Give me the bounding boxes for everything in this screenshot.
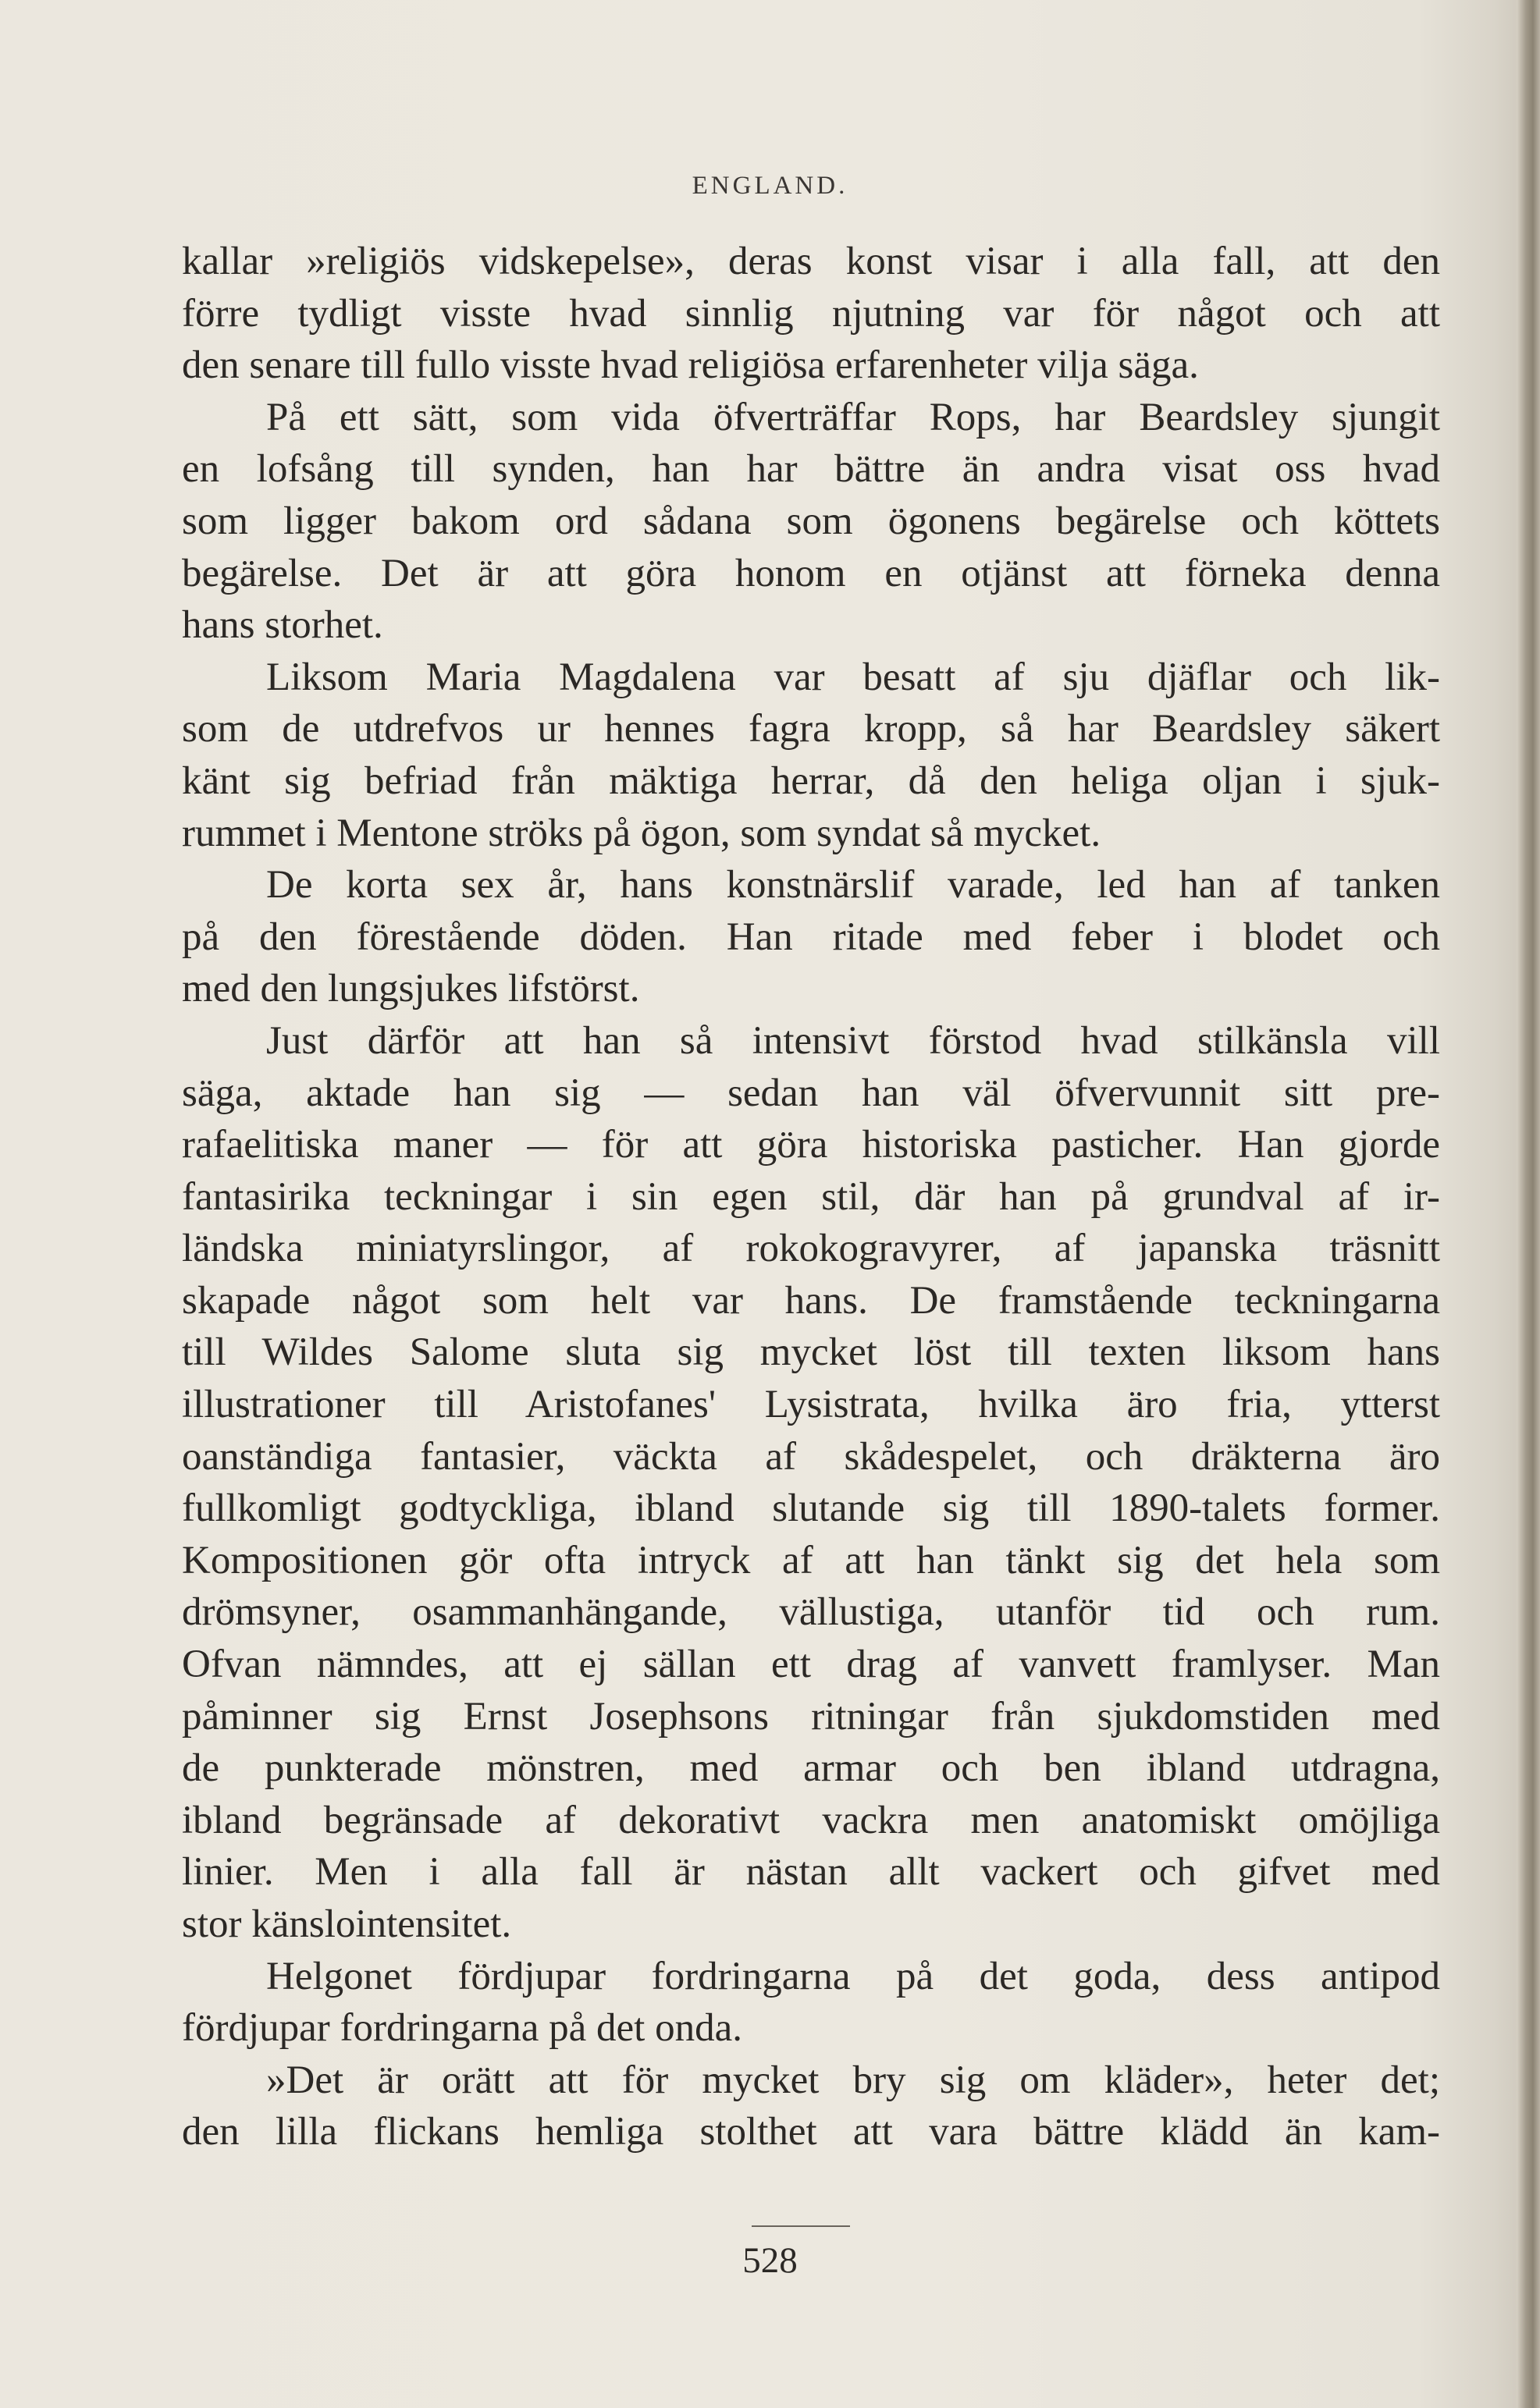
text-line: Helgonet fördjupar fordringarna på det goda, dess antipod — [266, 1954, 1440, 1998]
text-line: känt sig befriad från mäktiga herrar, då den heliga oljan i sjuk- — [182, 758, 1440, 803]
text-line: fullkomligt godtyckliga, ibland slutande sig till 1890-talets former. — [182, 1486, 1440, 1531]
text-line: »Det är orätt att för mycket bry sig om kläder», heter det; — [266, 2058, 1440, 2102]
text-line: till Wildes Salome sluta sig mycket löst till texten liksom hans — [182, 1330, 1440, 1375]
text-line: som ligger bakom ord sådana som ögonens begärelse och köttets — [182, 499, 1440, 543]
text-line: påminner sig Ernst Josephsons ritningar från sjukdomstiden med — [182, 1694, 1440, 1739]
text-line: kallar »religiös vidskepelse», deras konst visar i alla fall, att den — [182, 240, 1440, 283]
text-line: skapade något som helt var hans. De framstående teckningarna — [182, 1278, 1440, 1323]
text-line: den lilla flickans hemliga stolthet att vara bättre klädd än kam- — [182, 2110, 1440, 2154]
text-line: hans storhet. — [182, 603, 383, 648]
text-line: ibland begränsade af dekorativt vackra men anatomiskt omöjliga — [182, 1798, 1440, 1842]
text-line: den senare till fullo visste hvad religiösa erfarenheter vilja säga. — [182, 343, 1199, 388]
text-line: Just därför att han så intensivt förstod hvad stilkänsla vill — [266, 1018, 1440, 1063]
text-line: på den förestående döden. Han ritade med feber i blodet och — [182, 915, 1440, 959]
text-line: oanständiga fantasier, väckta af skådespelet, och dräkterna äro — [182, 1434, 1440, 1479]
running-header: ENGLAND. — [692, 172, 848, 200]
footer-rule — [752, 2225, 850, 2227]
text-line: illustrationer till Aristofanes' Lysistrata, hvilka äro fria, ytterst — [182, 1383, 1440, 1427]
text-line: På ett sätt, som vida öfverträffar Rops, har Beardsley sjungit — [266, 395, 1440, 439]
text-line: en lofsång till synden, han har bättre än andra visat oss hvad — [182, 447, 1440, 492]
text-line: stor känslointensitet. — [182, 1902, 512, 1946]
text-line: som de utdrefvos ur hennes fagra kropp, så har Beardsley säkert — [182, 707, 1440, 751]
text-line: Liksom Maria Magdalena var besatt af sju djäflar och lik- — [266, 655, 1440, 699]
text-line: rummet i Mentone ströks på ögon, som syndat så mycket. — [182, 811, 1101, 855]
body-text — [182, 236, 1440, 2158]
text-line: förre tydligt visste hvad sinnlig njutning var för något och att — [182, 291, 1440, 336]
text-line: rafaelitiska maner — för att göra historiska pasticher. Han gjorde — [182, 1123, 1440, 1167]
text-line: drömsyner, osammanhängande, vällustiga, utanför tid och rum. — [182, 1590, 1440, 1635]
text-line: Ofvan nämndes, att ej sällan ett drag af vanvett framlyser. Man — [182, 1643, 1440, 1687]
text-line: Kompositionen gör ofta intryck af att han tänkt sig det hela som — [182, 1538, 1440, 1582]
text-line: fantasirika teckningar i sin egen stil, där han på grundval af ir- — [182, 1174, 1440, 1219]
page-edge-shadow — [1517, 0, 1540, 2408]
page-number: 528 — [742, 2240, 798, 2281]
text-line: fördjupar fordringarna på det onda. — [182, 2006, 742, 2051]
text-line: linier. Men i alla fall är nästan allt vackert och gifvet med — [182, 1850, 1440, 1895]
text-line: de punkterade mönstren, med armar och ben ibland utdragna, — [182, 1746, 1440, 1791]
text-line: säga, aktade han sig — sedan han väl öfvervunnit sitt pre- — [182, 1071, 1440, 1115]
text-line: med den lungsjukes lifstörst. — [182, 967, 640, 1011]
text-line: ländska miniatyrslingor, af rokokogravyrer, af japanska träsnitt — [182, 1227, 1440, 1271]
text-line: begärelse. Det är att göra honom en otjänst att förneka denna — [182, 551, 1440, 595]
text-line: De korta sex år, hans konstnärslif varade, led han af tanken — [266, 863, 1440, 907]
